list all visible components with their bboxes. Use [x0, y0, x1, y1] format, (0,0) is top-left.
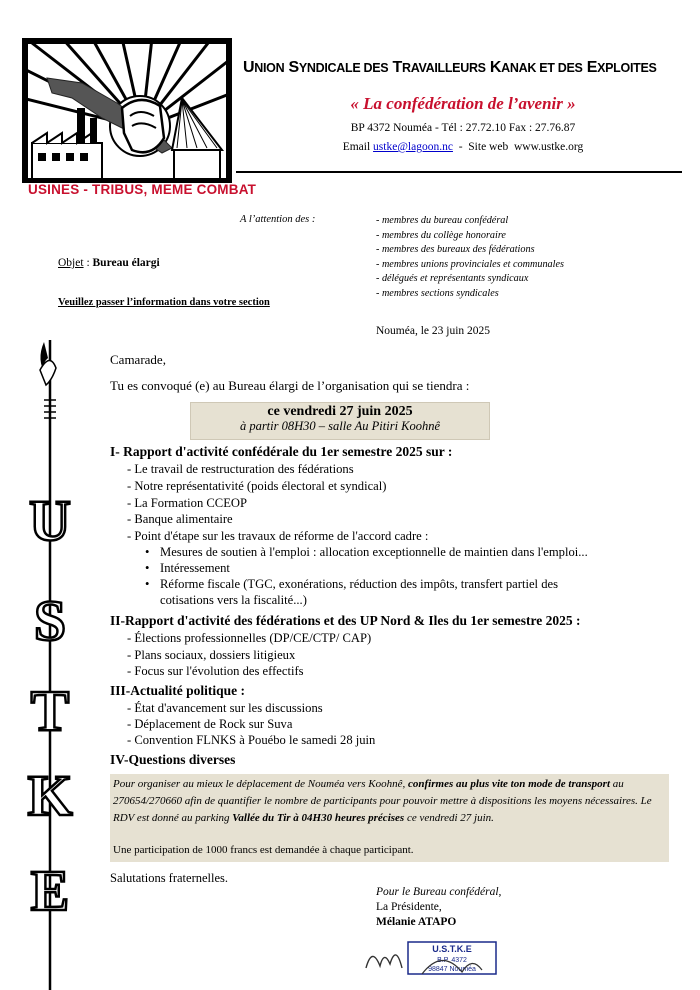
signature-for: Pour le Bureau confédéral,: [376, 886, 502, 898]
list-item: - Convention FLNKS à Pouébo le samedi 28 juin: [127, 733, 376, 747]
list-item: - Focus sur l'évolution des effectifs: [127, 664, 304, 678]
list-item: - Le travail de restructuration des fédérations: [127, 462, 354, 476]
participation-fee: Une participation de 1000 francs est demandée à chaque participant.: [113, 844, 414, 856]
ustke-logo: [22, 38, 257, 198]
section-3-title: III-Actualité politique :: [110, 683, 245, 698]
greeting: Camarade,: [110, 352, 166, 367]
header-divider: [236, 171, 682, 173]
meeting-box: [190, 402, 490, 440]
logistics-part-4: Vallée du Tir à 04H30 heures précises: [232, 812, 405, 824]
signature-role: La Présidente,: [376, 901, 442, 913]
logistics-text: [113, 776, 669, 827]
name-part-4: ANAK ET DES: [501, 61, 583, 75]
bullet-item: • Intéressement: [160, 561, 230, 576]
official-stamp: [362, 938, 502, 978]
list-item: - Déplacement de Rock sur Suva: [127, 717, 293, 731]
subject-line: [58, 257, 160, 269]
list-item: - Élections professionnelles (DP/CE/CTP/ CAP): [127, 631, 372, 645]
recipient-item: - membres du collège honoraire: [376, 229, 506, 241]
spear-decoration: [6, 340, 96, 990]
name-part-5: XPLOITES: [597, 61, 657, 75]
closing-salutation: Salutations fraternelles.: [110, 871, 229, 885]
stamp-line-2: B.P. 4372: [437, 957, 467, 964]
list-item: - La Formation CCEOP: [127, 496, 247, 510]
list-item: - Banque alimentaire: [127, 512, 233, 526]
letter-date: Nouméa, le 23 juin 2025: [376, 325, 491, 337]
postal-address: BP 4372 Nouméa - Tél : 27.72.10 Fax : 27.76.87: [350, 122, 576, 134]
section-4-title: IV-Questions diverses: [110, 752, 236, 767]
list-item: - État d'avancement sur les discussions: [127, 701, 323, 715]
bullet-item-continuation: cotisations vers la fiscalité...): [160, 593, 307, 607]
contact-line: [243, 141, 683, 153]
initial-u: U: [243, 59, 255, 76]
side-letter-k: K: [27, 763, 73, 828]
initial-t: T: [392, 59, 402, 76]
list-item: - Point d'étape sur les travaux de réforme de l'accord cadre :: [127, 529, 429, 543]
stamp-line-1: U.S.T.K.E: [432, 944, 472, 954]
side-letter-u: U: [29, 488, 71, 553]
recipient-item: - membres du bureau confédéral: [376, 215, 509, 226]
logistics-part-2: confirmes au plus vite ton mode de transport: [408, 778, 611, 790]
recipient-item: - membres sections syndicales: [376, 287, 499, 299]
list-item: - Plans sociaux, dossiers litigieux: [127, 648, 296, 662]
subject-label: Objet: [58, 257, 84, 269]
logistics-part-3: au 270654/270660 afin de quantifier le nombre de participants pour pouvoir mettre à dispositions les moyens nécessaires. Le RDV est donné au parking: [113, 778, 652, 824]
section-2-title: II-Rapport d'activité des fédérations et des UP Nord & Iles du 1er semestre 2025 :: [110, 613, 581, 628]
meeting-place: à partir 08H30 – salle Au Pitiri Koohnê: [239, 419, 441, 433]
subject-separator: :: [83, 257, 93, 269]
side-letter-e: E: [30, 858, 70, 923]
email-link[interactable]: ustke@lagoon.nc: [373, 141, 453, 153]
attention-label: A l’attention des :: [240, 214, 316, 225]
tagline: « La confédération de l’avenir »: [350, 94, 576, 113]
name-part-3: RAVAILLEURS: [401, 61, 486, 75]
signature-name: Mélanie ATAPO: [376, 916, 457, 928]
subject-value: Bureau élargi: [92, 257, 160, 269]
side-letter-s: S: [33, 588, 67, 653]
list-item: - Notre représentativité (poids électoral et syndical): [127, 479, 387, 493]
recipient-item: - membres des bureaux des fédérations: [376, 244, 535, 256]
logistics-part-5: ce vendredi 27 juin.: [404, 812, 494, 824]
logistics-part-1: Pour organiser au mieux le déplacement de Nouméa vers Koohnê,: [113, 778, 409, 790]
name-part-2: YNDICALE DES: [298, 61, 389, 75]
initial-k: K: [489, 59, 502, 76]
recipient-item: - délégués et représentants syndicaux: [376, 273, 529, 285]
recipient-item: - membres unions provinciales et communales: [376, 258, 564, 270]
website-link[interactable]: www.ustke.org: [513, 141, 584, 153]
bullet-item: • Réforme fiscale (TGC, exonérations, réduction des impôts, transfert partiel des: [160, 577, 558, 592]
initial-s: S: [288, 59, 299, 76]
side-letter-t: T: [30, 678, 70, 743]
intro-text: Tu es convoqué (e) au Bureau élargi de l’organisation qui se tiendra :: [110, 378, 470, 393]
logo-slogan: USINES - TRIBUS, MEME COMBAT: [28, 182, 257, 197]
name-part-1: NION: [254, 61, 285, 75]
stamp-line-3: 98847 Nouméa: [428, 966, 476, 973]
meeting-date: ce vendredi 27 juin 2025: [267, 404, 413, 419]
section-1-title: I- Rapport d'activité confédérale du 1er semestre 2025 sur :: [110, 444, 453, 459]
union-name: [243, 59, 693, 77]
initial-e: E: [586, 59, 598, 76]
website-separator: - Site web: [452, 141, 514, 153]
bullet-item: • Mesures de soutien à l'emploi : allocation exceptionnelle de maintien dans l'emploi...: [160, 545, 588, 560]
email-label: Email: [342, 141, 374, 153]
pass-info-note: Veuillez passer l’information dans votre section: [58, 297, 270, 308]
recipient-list: [376, 214, 564, 302]
